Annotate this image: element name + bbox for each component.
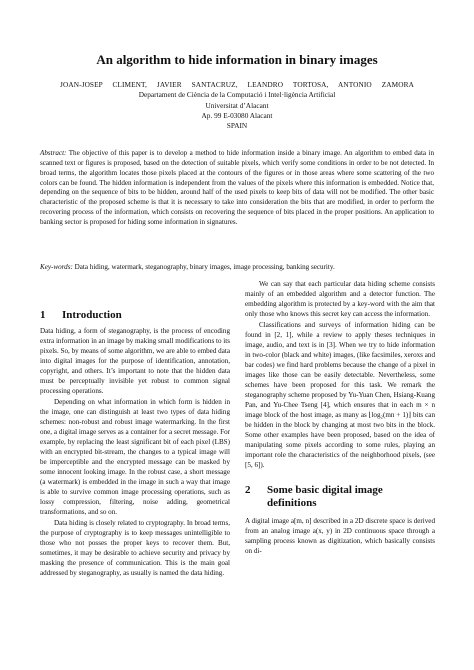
author-address: Ap. 99 E-03080 Alacant [201,110,273,120]
section-1-title: Introduction [62,309,122,321]
left-column [40,279,230,578]
author-university: Universitat d’Alacant [205,100,269,110]
author-country: SPAIN [226,121,248,131]
section-2-heading [245,484,435,510]
author-department: Departament de Ciència de la Computació i Intel·ligència Artificial [138,90,336,100]
paper-title: An algorithm to hide information in binary images [96,52,378,67]
section-2-title: Some basic digital image definitions [267,484,383,509]
keywords-text: Data hiding, watermark, steganography, binary images, image processing, banking security. [74,263,335,271]
section-1-heading [40,309,230,322]
right-paragraph-2: Classifications and surveys of information hiding can be found in [2, 1], while a review to apply theses techniques in image, audio, and text is in [3]. When we try to hide information in two-color (black and white) images, (like facsimiles, xeroxs and bar codes) we find hard problems because the change of a pixel in images like those can be easily detectable. Nevertheless, some schemes have been proposed for this task. We remark the steganography scheme proposed by Yu-Yuan Chen, Hsiang-Kuang Pan, and Yu-Chee Tseng [4], which ensures that in each m × n image block of the host image, as many as ⌊log₂(mn + 1)⌋ bits can be hidden in the block by changing at most two bits in the block. Some other examples have been proposed, based on the idea of manipulating some pixels according to some rules, playing an important role the characteristics of the neighborhood pixels, (see [5, 6]). [245,321,435,469]
right-paragraph-1: We can say that each particular data hiding scheme consists mainly of an embedded algorithm and a detector function. The embedding algorithm is protected by a key-word with the aim that only those who knows this secret key can access the information. [245,280,435,318]
author-names: JOAN-JOSEP CLIMENT, JAVIER SANTACRUZ, LEANDRO TORTOSA, ANTONIO ZAMORA [60,80,414,89]
abstract-text: The objective of this paper is to develop a method to hide information inside a binary image. An algorithm to embed data in scanned text or figures is proposed, based on the detection of suitable pixels, which verify some conditions in order to be not detected. In broad terms, the algorithm locates those pixels placed at the contours of the figures or in those areas where some scattering of the two colors can be found. The hidden information is independent from the values of the pixels where this information is embedded. Notice that, depending on the sequence of bits to be hidden, around half of the used pixels to keep bits of data will not be modified. The other basic characteristic of the proposed scheme is that it is necessary to take into consideration the bits that are modified, in order to perform the recovering process of the information, which consists on recovering the sequence of bits placed in the proper positions. An application to banking sector is proposed for hiding some information in signatures. [40,149,434,226]
abstract [40,149,434,228]
section-2-number: 2 [245,484,251,496]
intro-paragraph-1: Data hiding, a form of steganography, is the process of encoding extra information in an image by making small modifications to its pixels. So, by means of some algorithm, we are able to embed data into digital images for the purpose of identification, annotation, copyright, and others. It’s important to note that the hidden data must be perceptually invisible yet robust to common signal processing operations. [40,327,230,395]
intro-paragraph-2: Depending on what information in which form is hidden in the image, one can distinguish at least two types of data hiding schemes: non-robust and robust image watermarking. In the first one, a digital image serves as a container for a secret message. For example, by replacing the least significant bit of each pixel (LBS) with an encrypted bit-stream, the changes to a typical image will be imperceptible and the encrypted message can be masked by some innocent looking image. In the robust case, a short message (a watermark) is embedded in the image in such a way that image is able to survive common image processing operations, such as lossy compression, filtering, noise adding, geometrical transformations, and so on. [40,398,230,516]
author-block [0,80,474,131]
section-2-paragraph: A digital image a[m, n] described in a 2D discrete space is derived from an analog image a(x, y) in 2D continuous space through a sampling process known as digitization, which basically consists on di- [245,517,435,555]
section-1-number: 1 [40,309,46,321]
keywords-label: Key-words: [40,263,73,271]
intro-paragraph-3: Data hiding is closely related to cryptography. In broad terms, the purpose of cryptography is to keep messages unintelligible to those who not posses the proper keys to recover them. But, sometimes, it may be desirable to achieve security and privacy by masking the presence of communication. This is the main goal addressed by steganography, as usually is named the data hiding. [40,519,230,577]
keywords [40,263,434,273]
abstract-label: Abstract: [40,149,67,157]
right-column [245,279,435,556]
